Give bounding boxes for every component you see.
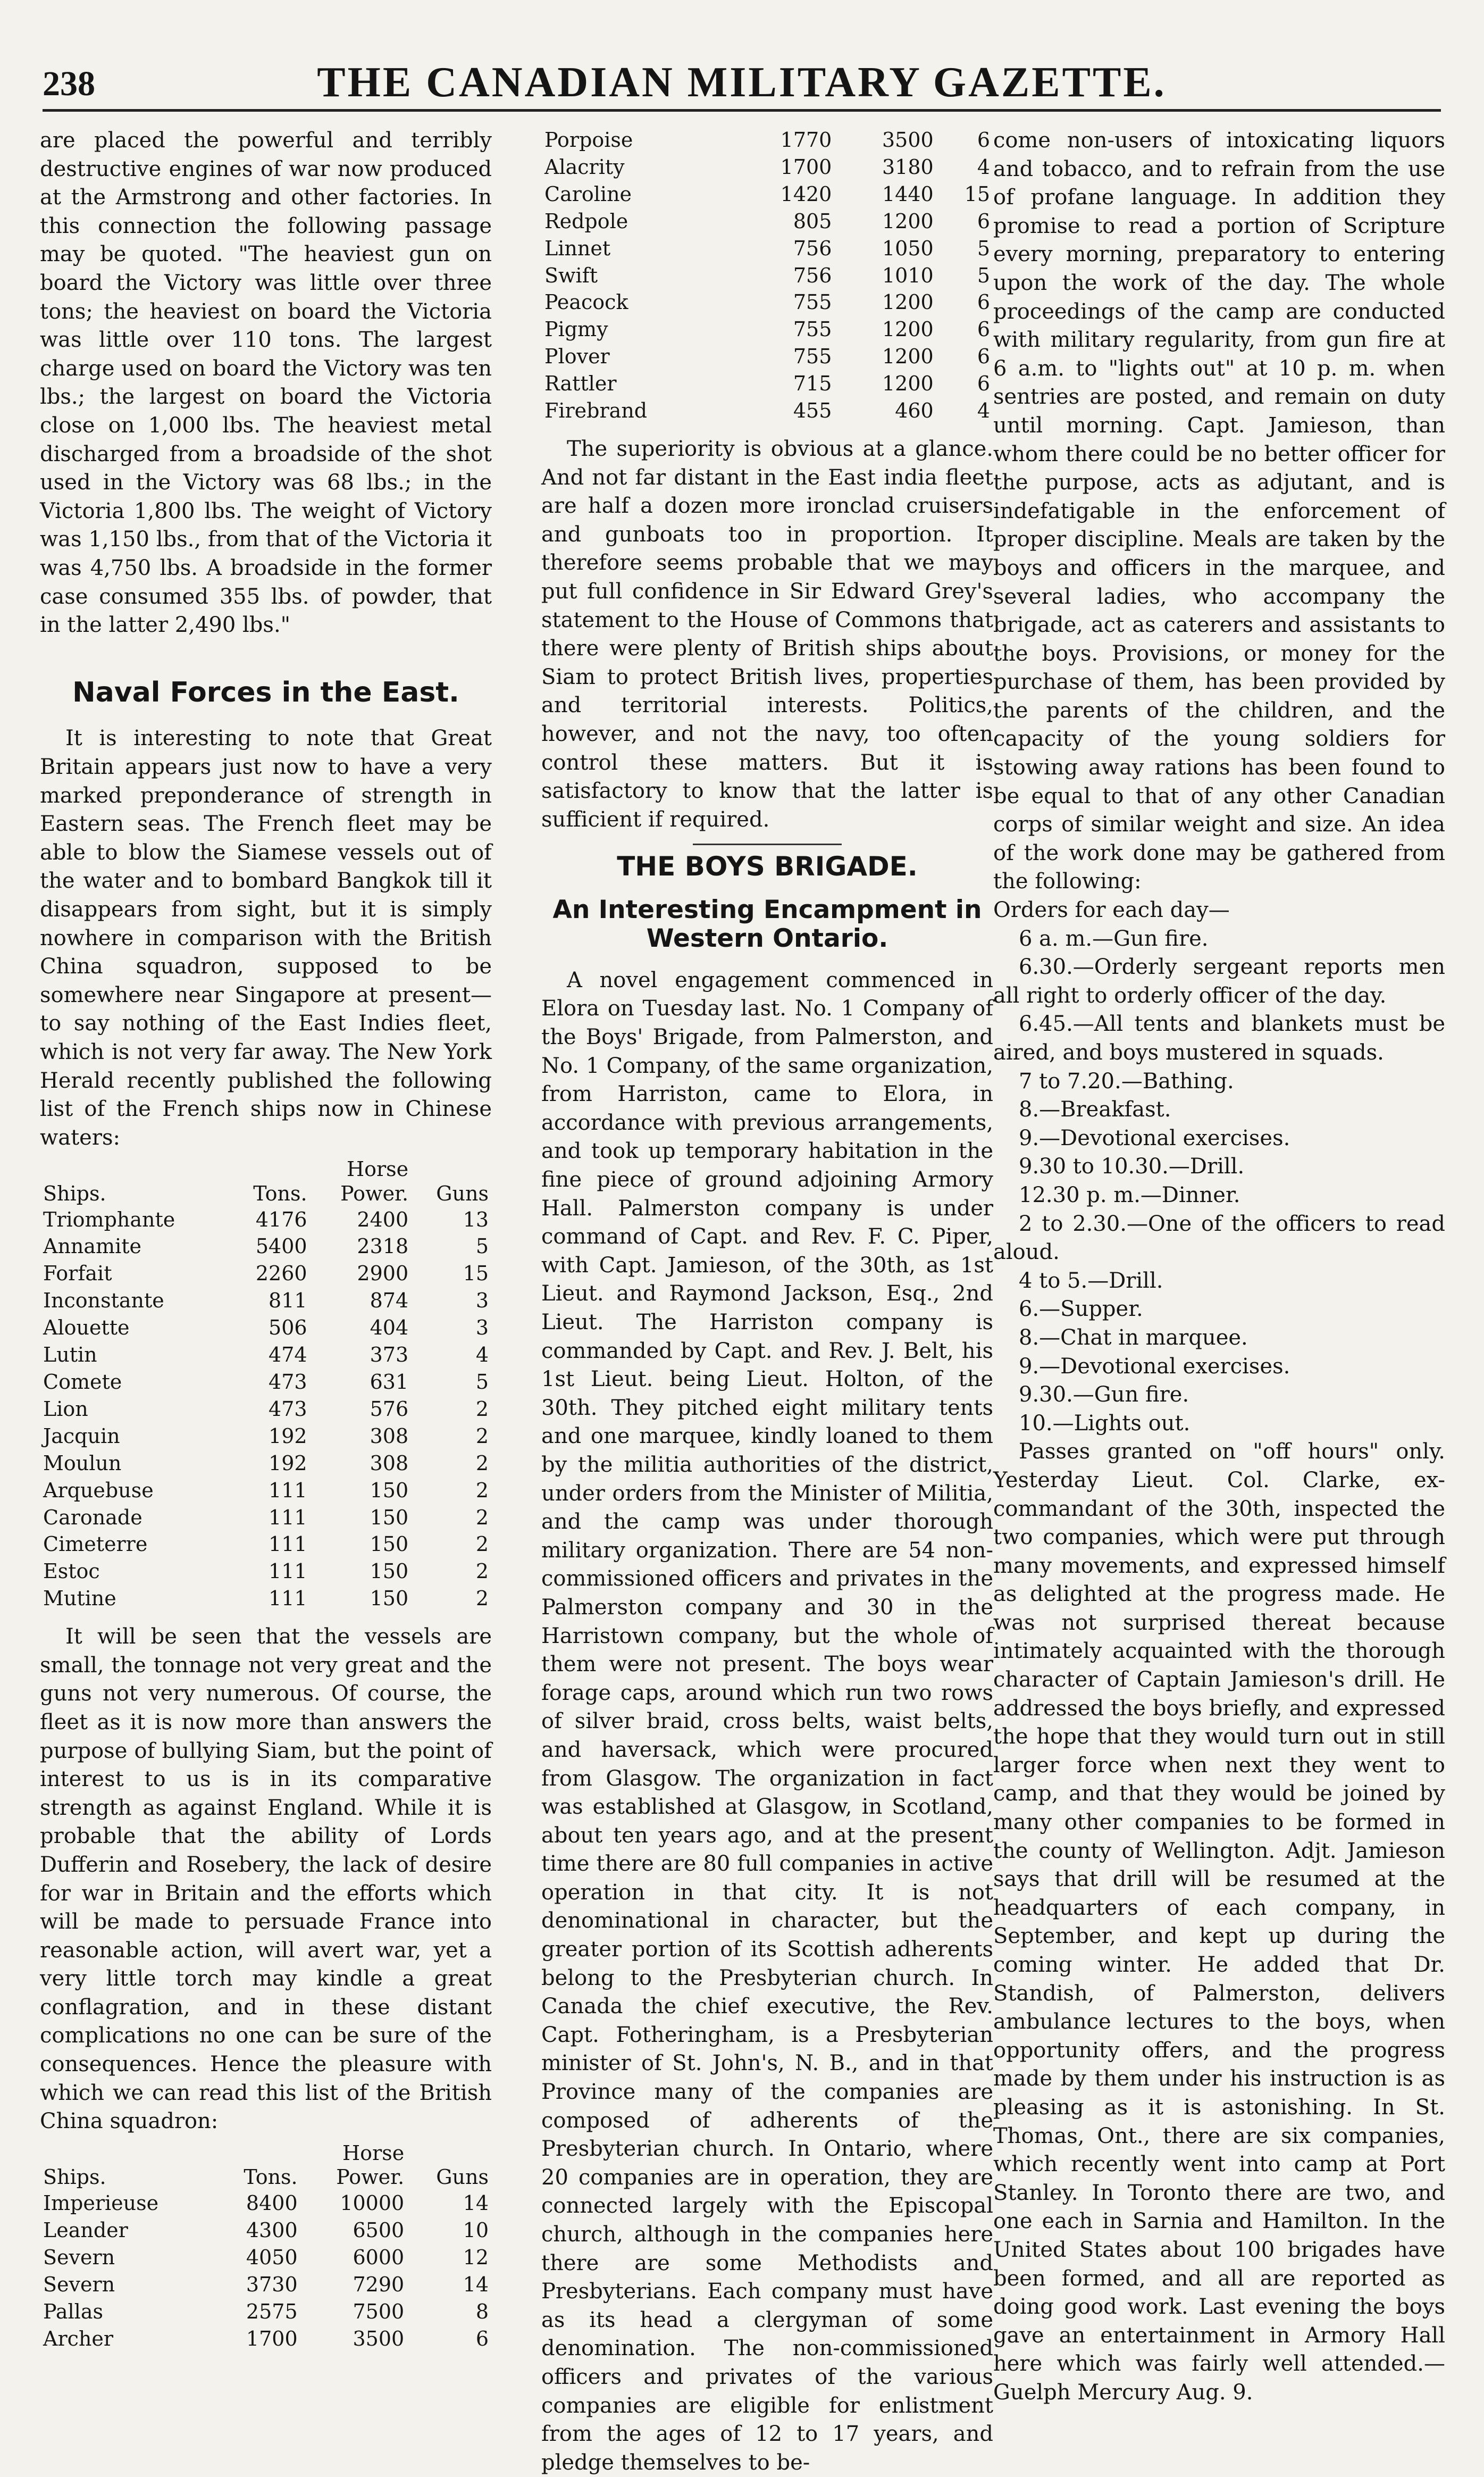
ship-name: Rattler [544,372,617,396]
ship-row [40,1369,492,1396]
ship-power: 1200 [882,372,934,396]
ship-guns: 5 [977,236,990,260]
ship-row [40,1585,492,1612]
ship-tons: 1700 [246,2326,298,2350]
schedule-item: 6.30.—Orderly sergeant reports men all right to orderly officer of the day. [993,955,1445,1008]
ship-power: 3180 [882,155,934,179]
ship-power: 3500 [882,128,934,152]
schedule-item: 4 to 5.—Drill. [1019,1268,1163,1293]
ship-power: 150 [370,1478,409,1502]
horse-header: Horse [342,2141,405,2165]
ship-guns: 3 [475,1316,489,1340]
ship-tons: 756 [793,236,832,260]
ship-name: Mutine [43,1587,116,1611]
ship-name: Caronade [43,1505,142,1529]
ship-guns: 5 [475,1370,489,1394]
ship-row [541,154,993,181]
ship-power: 150 [370,1587,409,1611]
ship-tons: 2260 [255,1262,307,1286]
ship-guns: 10 [463,2218,489,2242]
boys-brigade-heading: THE BOYS BRIGADE. [617,851,918,882]
ship-guns: 2 [475,1451,489,1475]
tons-header: Tons. [253,1181,307,1205]
ship-row [40,1233,492,1260]
ship-tons: 755 [793,318,832,341]
ship-power: 7500 [353,2299,405,2323]
ship-guns: 2 [475,1559,489,1583]
ship-power: 6000 [353,2245,405,2269]
ship-guns: 6 [977,345,990,369]
power-header: Power. [340,1181,409,1205]
ship-power: 1440 [882,182,934,206]
ship-row [541,370,993,397]
ship-name: Triomphante [43,1207,175,1231]
ship-power: 2400 [357,1207,409,1231]
guns-header: Guns [436,1181,489,1205]
ship-name: Swift [544,263,598,287]
comparison-paragraph: It will be seen that the vessels are small, the tonnage not very great and the guns not very numerous. Of course, the fleet as it is now more than answers the purpose of bullying Siam, but the point of interest to us is in its comparative strength as against England. While it is probable that the ability of Lords Dufferin and Rosebery, the lack of desire for war in Britain and the efforts which will be made to persuade France into reasonable action, will avert war, yet a very little torch may kindle a great conflagration, and in these distant complications no one can be sure of the consequences. Hence the pleasure with which we can read this list of the British China squadron: [40,1624,492,2134]
ship-name: Jacquin [43,1424,120,1448]
guns-header: Guns [436,2165,489,2189]
ship-guns: 5 [977,263,990,287]
ship-tons: 474 [269,1343,307,1367]
ship-name: Severn [43,2245,115,2269]
ship-power: 150 [370,1559,409,1583]
ship-guns: 15 [964,182,990,206]
ship-row [541,235,993,262]
ship-tons: 192 [269,1424,307,1448]
ship-power: 1200 [882,318,934,341]
ship-row [40,1206,492,1233]
ship-guns: 14 [463,2191,489,2215]
ship-guns: 14 [463,2272,489,2296]
ship-power: 10000 [340,2191,405,2215]
ship-row [40,1558,492,1585]
ship-power: 150 [370,1532,409,1556]
schedule-item: 9.30 to 10.30.—Drill. [1019,1154,1245,1179]
ship-row [40,1287,492,1314]
ship-power: 6500 [353,2218,405,2242]
ship-name: Comete [43,1370,122,1394]
ship-row [40,2298,492,2325]
paper-title: THE CANADIAN MILITARY GAZETTE. [317,59,1167,106]
schedule-item: 2 to 2.30.—One of the officers to read aloud. [993,1211,1445,1265]
ship-power: 7290 [353,2272,405,2296]
boys-brigade-subheading: An Interesting Encampment in Western Ontario. [552,895,982,953]
ship-row [541,316,993,343]
ship-name: Pigmy [544,318,608,341]
schedule-item: 9.—Devotional exercises. [1019,1125,1290,1150]
ship-guns: 6 [977,290,990,314]
ship-name: Cimeterre [43,1532,148,1556]
armstrong-paragraph: are placed the powerful and terribly destructive engines of war now produced at the Armstrong and other factories. In this connection the following passage may be quoted. "The heaviest gun on board the Victory was little over three tons; the heaviest on board the Victoria was little over 110 tons. The largest charge used on board the Victory was ten lbs.; the largest on board the Victoria close on 1,000 lbs. The heaviest metal discharged from a broadside of the shot used in the Victory was 68 lbs.; in the Victoria 1,800 lbs. The weight of Victory was 1,150 lbs., from that of the Victoria it was 4,750 lbs. A broadside in the former case consumed 355 lbs. of powder, that in the latter 2,490 lbs." [40,128,492,638]
ship-row [541,289,993,316]
ship-tons: 1770 [780,128,832,152]
schedule-item: 6.45.—All tents and blankets must be aired, and boys mustered in squads. [993,1012,1445,1065]
ship-tons: 4050 [246,2245,298,2269]
ship-tons: 755 [793,290,832,314]
horse-header: Horse [346,1157,409,1181]
ship-tons: 111 [269,1532,307,1556]
ship-tons: 2575 [246,2299,298,2323]
ship-name: Alouette [43,1316,130,1340]
ship-guns: 2 [475,1505,489,1529]
ship-name: Severn [43,2272,115,2296]
ship-row [40,1477,492,1504]
ship-tons: 111 [269,1505,307,1529]
ship-row [541,181,993,208]
ship-tons: 756 [793,263,832,287]
ship-guns: 2 [475,1478,489,1502]
ship-name: Pallas [43,2299,103,2323]
ship-name: Redpole [544,209,628,233]
ship-guns: 4 [475,1343,489,1367]
ship-name: Estoc [43,1559,100,1583]
ship-guns: 5 [475,1235,489,1258]
masthead [43,59,1441,109]
schedule-item: 7 to 7.20.—Bathing. [1019,1069,1234,1094]
ship-name: Peacock [544,290,628,314]
ship-tons: 3730 [246,2272,298,2296]
ship-tons: 111 [269,1587,307,1611]
ship-tons: 805 [793,209,832,233]
ship-row [541,262,993,289]
superiority-paragraph: The superiority is obvious at a glance. And not far distant in the East india fleet are half a dozen more ironclad cruisers and gunboats too in proportion. It therefore seems probable that we may put full confidence in Sir Edward Grey's statement to the House of Commons that there were plenty of British ships about Siam to protect British lives, properties and territorial interests. Politics, however, and not the navy, too often control these matters. But it is satisfactory to know that the latter is sufficient if required. [541,436,993,832]
ship-row [40,2217,492,2244]
schedule-item: 8.—Chat in marquee. [1019,1325,1248,1350]
column-2 [541,127,993,2475]
ship-tons: 455 [793,399,832,423]
ship-power: 631 [370,1370,409,1394]
ship-tons: 473 [269,1370,307,1394]
ship-guns: 13 [463,1207,489,1231]
ship-guns: 2 [475,1587,489,1611]
schedule-item: 12.30 p. m.—Dinner. [1019,1182,1240,1207]
ship-name: Alacrity [544,155,625,179]
ship-name: Archer [43,2326,114,2350]
ship-row [541,343,993,370]
ship-name: Leander [43,2218,128,2242]
ship-power: 1010 [882,263,934,287]
ship-name: Plover [544,345,610,369]
column-1 [40,127,492,2361]
boys-brigade-paragraph: A novel engagement commenced in Elora on Tuesday last. No. 1 Company of the Boys' Brigade, from Palmerston, and No. 1 Company, of the same organization, from Harriston, came to Elora, in accordance with previous arrangements, and took up temporary habitation in the fine piece of ground adjoining Armory Hall. Palmerston company is under command of Capt. and Rev. F. C. Piper, with Capt. Jamieson, of the 30th, as 1st Lieut. and Raymond Jackson, Esq., 2nd Lieut. The Harriston company is commanded by Capt. and Rev. J. Belt, his 1st Lieut. being Lieut. Holton, of the 30th. They pitched eight military tents and one marquee, kindly loaned to them by the militia authorities of the district, under orders from the Minister of Militia, and the camp was under thorough military organization. There are 54 non-commissioned officers and privates in the Palmerston company and 30 in the Harristown company, but the whole of them were not present. The boys wear forage caps, around which run two rows of silver braid, cross belts, waist belts, and haversack, which were procured from Glasgow. The organization in fact was established at Glasgow, in Scotland, about ten years ago, and at the present time there are 80 full companies in active operation in that city. It is not denominational in character, but the greater portion of its Scottish adherents belong to the Presbyterian church. In Canada the chief executive, the Rev. Capt. Fotheringham, is a Presbyterian minister of St. John's, N. B., and in that Province many of the companies are composed of adherents of the Presbyterian church. In Ontario, where 20 companies are in operation, they are connected largely with the Episcopal church, although in the companies here there are some Methodists and Presbyterians. Each company must have as its head a clergyman of some denomination. The non-commissioned officers and privates of the various companies are eligible for enlistment from the ages of 12 to 17 years, and pledge themselves to be- [541,968,993,2475]
ship-power: 874 [370,1289,409,1313]
ship-power: 1050 [882,236,934,260]
orders-intro: Orders for each day— [993,898,1230,923]
ship-name: Caroline [544,182,632,206]
ship-row [40,1260,492,1287]
ship-name: Lion [43,1397,88,1421]
ship-guns: 3 [475,1289,489,1313]
power-header: Power. [336,2165,405,2189]
ships-header: Ships. [43,1181,106,1205]
ship-power: 2900 [357,1262,409,1286]
ship-guns: 15 [463,1262,489,1286]
masthead-rule [43,109,1441,112]
ship-row [40,1423,492,1450]
ship-guns: 2 [475,1397,489,1421]
ship-row [541,397,993,424]
page-number: 238 [43,64,95,103]
ship-row [40,2325,492,2353]
ship-tons: 1700 [780,155,832,179]
schedule-item: 9.—Devotional exercises. [1019,1354,1290,1379]
ship-guns: 6 [977,372,990,396]
ship-power: 373 [370,1343,409,1367]
ship-tons: 1420 [780,182,832,206]
schedule-item: 9.30.—Gun fire. [1019,1382,1189,1407]
ship-name: Lutin [43,1343,97,1367]
ship-tons: 111 [269,1559,307,1583]
ship-guns: 8 [475,2299,489,2323]
tons-header: Tons. [244,2165,298,2189]
ship-power: 1200 [882,345,934,369]
ship-tons: 5400 [255,1235,307,1258]
french-ships-body [40,1206,492,1613]
ship-power: 576 [370,1397,409,1421]
ship-tons: 755 [793,345,832,369]
ship-guns: 6 [977,128,990,152]
ship-power: 3500 [353,2326,405,2350]
ship-name: Linnet [544,236,611,260]
ship-name: Arquebuse [43,1478,154,1502]
ship-guns: 4 [977,399,990,423]
ship-guns: 4 [977,155,990,179]
british-ships-table [40,2141,492,2353]
ship-power: 404 [370,1316,409,1340]
ship-name: Porpoise [544,128,633,152]
british-ships-body-continued [541,127,993,424]
naval-forces-heading: Naval Forces in the East. [72,676,459,708]
naval-forces-paragraph: It is interesting to note that Great Britain appears just now to have a very marked preponderance of strength in Eastern seas. The French fleet may be able to blow the Siamese vessels out of the water and to bombard Bangkok till it disappears from sight, but it is simply nowhere in comparison with the British China squadron, supposed to be somewhere near Singapore at present—to say nothing of the East Indies fleet, which is not very far away. The New York Herald recently published the following list of the French ships now in Chinese waters: [40,726,492,1150]
section-rule [693,844,842,845]
brigade-continued-paragraph: come non-users of intoxicating liquors and tobacco, and to refrain from the use of profane language. In addition they promise to read a portion of Scripture every morning, preparatory to entering upon the work of the day. The whole proceedings of the camp are conducted with military regularity, from gun fire at 6 a.m. to "lights out" at 10 p. m. when sentries are posted, and remain on duty until morning. Capt. Jamieson, than whom there could be no better officer for the purpose, acts as adjutant, and is indefatigable in the enforcement of proper discipline. Meals are taken by the boys and officers in the marquee, and several ladies, who accompany the brigade, act as caterers and assistants to the boys. Provisions, or money for the purchase of them, has been provided by the parents of the children, and the capacity of the young soldiers for stowing away rations has been found to be equal to that of any other Canadian corps of similar weight and size. An idea of the work done may be gathered from the following: [993,128,1445,894]
ship-row [40,1504,492,1531]
ship-row [541,127,993,154]
ship-guns: 6 [475,2326,489,2350]
ship-tons: 8400 [246,2191,298,2215]
ship-power: 308 [370,1451,409,1475]
daily-schedule [993,925,1445,1438]
british-ships-body [40,2190,492,2352]
ship-tons: 192 [269,1451,307,1475]
ship-guns: 2 [475,1532,489,1556]
ship-row [40,1314,492,1341]
column-3 [993,127,1445,2405]
inspection-paragraph: Passes granted on "off hours" only. Yesterday Lieut. Col. Clarke, ex-commandant of the 30th, inspected the two companies, which were put through many movements, and expressed himself as delighted at the progress made. He was not surprised thereat because intimately acquainted with the thorough character of Captain Jamieson's drill. He addressed the boys briefly, and expressed the hope that they would turn out in still larger force when next they went to camp, and that they would be joined by many other companies to be formed in the county of Wellington. Adjt. Jamieson says that drill will be resumed at the headquarters of each company, in September, and kept up during the coming winter. He added that Dr. Standish, of Palmerston, delivers ambulance lectures to the boys, when opportunity offers, and the progress made by them under his instruction is as pleasing as it is astonishing. In St. Thomas, Ont., there are six companies, which recently went into camp at Port Stanley. In Toronto there are two, and one each in Sarnia and Hamilton. In the United States about 100 brigades have been formed, and all are reported as doing good work. Last evening the boys gave an entertainment in Armory Hall here which was fairly well attended.—Guelph Mercury Aug. 9. [993,1439,1445,2405]
ship-guns: 6 [977,318,990,341]
ship-name: Inconstante [43,1289,164,1313]
ship-guns: 6 [977,209,990,233]
ship-row [541,208,993,235]
schedule-item: 6 a. m.—Gun fire. [1019,926,1209,951]
ship-tons: 4176 [255,1207,307,1231]
ship-power: 1200 [882,209,934,233]
ship-name: Forfait [43,1262,112,1286]
schedule-item: 10.—Lights out. [1019,1411,1190,1436]
ship-row [40,1531,492,1558]
ships-header: Ships. [43,2165,106,2189]
ship-name: Annamite [43,1235,141,1258]
ship-row [40,1341,492,1369]
ship-guns: 12 [463,2245,489,2269]
ship-name: Imperieuse [43,2191,159,2215]
british-ships-table-continued [541,127,993,424]
ship-power: 1200 [882,290,934,314]
french-ships-table [40,1157,492,1612]
ship-row [40,1396,492,1423]
schedule-item: 8.—Breakfast. [1019,1097,1171,1122]
ship-row [40,1450,492,1477]
ship-row [40,2244,492,2271]
ship-power: 460 [895,399,934,423]
ship-tons: 811 [269,1289,307,1313]
ship-name: Moulun [43,1451,122,1475]
schedule-item: 6.—Supper. [1019,1297,1143,1322]
ship-power: 2318 [357,1235,409,1258]
ship-name: Firebrand [544,399,648,423]
ship-tons: 111 [269,1478,307,1502]
ship-row [40,2271,492,2298]
ship-tons: 473 [269,1397,307,1421]
ship-power: 150 [370,1505,409,1529]
ship-row [40,2190,492,2217]
ship-tons: 715 [793,372,832,396]
ship-power: 308 [370,1424,409,1448]
ship-tons: 4300 [246,2218,298,2242]
ship-tons: 506 [269,1316,307,1340]
ship-guns: 2 [475,1424,489,1448]
